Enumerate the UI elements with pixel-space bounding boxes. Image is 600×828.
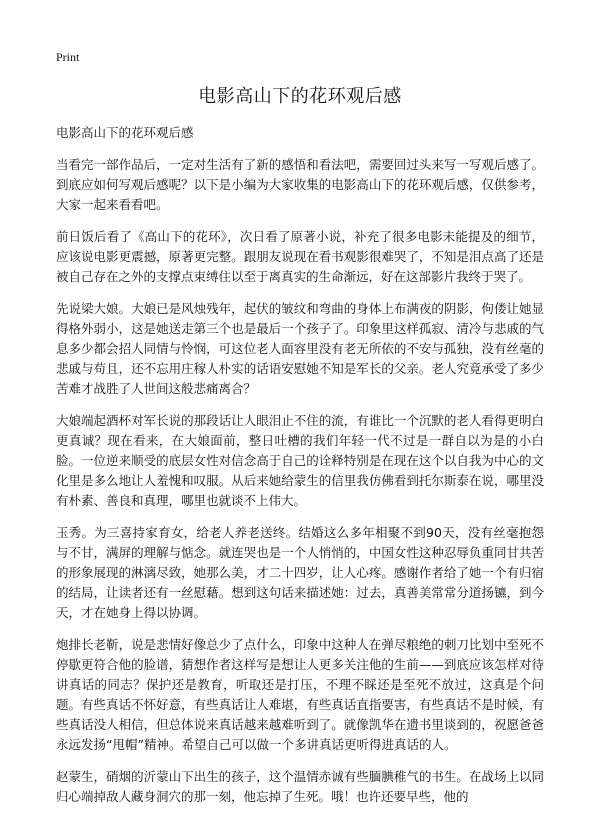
paragraph-yuxiu: 玉秀。为三喜持家育女，给老人养老送终。结婚这么多年相聚不到90天，没有丝毫抱怨与不甘，满屏的理解与惦念。就连哭也是一个人悄悄的，中国女性这种忍辱负重同甘共苦的形象展现的淋漓尽致，她那么美，才二十四岁，让人心疼。感谢作者给了她一个有归宿的结局，让读者还有一丝慰藉。想到这句话来描述她：过去，真善美常常分道扬镳，到今天，才在她身上得以协调。 bbox=[56, 525, 544, 620]
paragraph-lao-jin: 炮排长老靳，说是悲情好像总少了点什么，印象中这种人在弹尽粮绝的刺刀比划中至死不停歇更符合他的脸谱，猜想作者这样写是想让人更多关注他的生前——到底应该怎样对待讲真话的同志？保护还是教育，听取还是打压，不理不睬还是至死不放过，这真是个问题。有些真话不怀好意，有些真话让人难堪，有些真话直指要害，有些真话不是时候，有些真话没人相信，但总体说来真话越来越难听到了。就像凯华在遗书里谈到的，祝愿爸爸永远发扬“甩帽”精神。希望自己可以做一个多讲真话更听得进真话的人。 bbox=[56, 637, 544, 752]
paragraph-zhao-mengsheng: 赵蒙生，硝烟的沂蒙山下出生的孩子，这个温情赤诚有些腼腆稚气的书生。在战场上以同归心端掉敌人藏身洞穴的那一刻，他忘掉了生死。哦！也许还要早些，他的 bbox=[56, 769, 544, 804]
paragraph-viewing: 前日饭后看了《高山下的花环》，次日看了原著小说，补充了很多电影未能提及的细节，应该说电影更震撼，原著更完整。跟朋友说现在看书观影很难哭了，不知是泪点高了还是被自己存在之外的支撑点束缚住以至于离真实的生命渐远，好在这部影片我终于哭了。 bbox=[56, 229, 544, 284]
document-title: 电影高山下的花环观后感 bbox=[198, 86, 402, 107]
document-subtitle: 电影高山下的花环观后感 bbox=[56, 125, 194, 140]
paragraph-toast: 大娘端起酒杯对军长说的那段话让人眼泪止不住的流，有谁比一个沉默的老人看得更明白更真诚？现在看来，在大娘面前，整日吐槽的我们年轻一代不过是一群自以为是的小白脸。一位逆来顺受的底层女性对信念高于自己的诠释特别是在现在这个以自我为中心的文化里是多么地让人羞愧和叹服。从后来她给蒙生的信里我仿佛看到托尔斯泰在说，哪里没有朴素、善良和真理，哪里也就谈不上伟大。 bbox=[56, 413, 544, 508]
article-body bbox=[56, 155, 544, 807]
paragraph-liang-daniang: 先说梁大娘。大娘已是风烛残年，起伏的皱纹和弯曲的身体上布满夜的阴影，佝偻让她显得格外弱小，这是她送走第三个也是最后一个孩子了。印象里这样孤寂、清冷与悲戚的气息多少都会招人同情与怜悯，可这位老人面容里没有老无所依的不安与孤独，没有丝毫的悲戚与苟且，还不忘用庄稼人朴实的话语安慰她不知是军长的父亲。老人究竟承受了多少苦难才战胜了人世间这般悲痛离合？ bbox=[56, 301, 544, 396]
print-link[interactable]: Print bbox=[56, 50, 80, 64]
paragraph-intro: 当看完一部作品后，一定对生活有了新的感悟和看法吧，需要回过头来写一写观后感了。到底应如何写观后感呢？以下是小编为大家收集的电影高山下的花环观后感，仅供参考，大家一起来看看吧。 bbox=[56, 157, 544, 212]
